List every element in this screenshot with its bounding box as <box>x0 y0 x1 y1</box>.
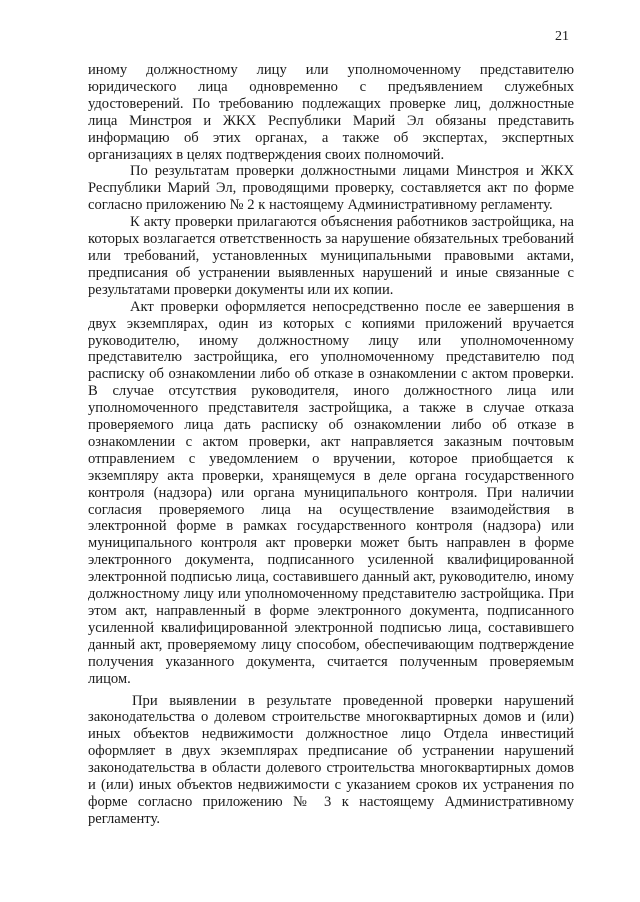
paragraph-act-delivery: Акт проверки оформляется непосредственно после ее завершения в двух экземплярах, один из которых с копиями приложений вручается руководителю, иному должностному лицу или уполномоченному представителю застройщика, его уполномоченному представителю под расписку об ознакомлении либо об отказе в ознакомлении с актом проверки. В случае отсутствия руководителя, иного должностного лица или уполномоченного представителя застройщика, а также в случае отказа проверяемого лица дать расписку об ознакомлении либо об отказе в ознакомлении с актом проверки, акт направляется заказным почтовым отправлением с уведомлением о вручении, которое приобщается к экземпляру акта проверки, хранящемуся в деле органа государственного контроля (надзора) или органа муниципального контроля. При наличии согласия проверяемого лица на осуществление взаимодействия в электронной форме в рамках государственного контроля (надзора) или муниципального контроля акт проверки может быть направлен в форме электронного документа, подписанного усиленной квалифицированной электронной подписью лица, составившего данный акт, руководителю, иному должностному лицу или уполномоченному представителю застройщика. При этом акт, направленный в форме электронного документа, подписанного усиленной квалифицированной электронной подписью лица, составившего данный акт, проверяемому лицу способом, обеспечивающим подтверждение получения указанного документа, считается полученным проверяемым лицом. <box>88 298 574 687</box>
paragraph-credentials: иному должностному лицу или уполномоченному представителю юридического лица одновременно с предъявлением служебных удостоверений. По требованию подлежащих проверке лиц, должностные лица Минстроя и ЖКХ Республики Марий Эл обязаны представить информацию об этих органах, а также об экспертах, экспертных организациях в целях подтверждения своих полномочий. <box>88 62 574 163</box>
paragraph-act-attachments: К акту проверки прилагаются объяснения работников застройщика, на которых возлагается ответственность за нарушение обязательных требований или требований, установленных муниципальными правовыми актами, предписания об устранении выявленных нарушений и иные связанные с результатами проверки документы или их копии. <box>88 214 574 298</box>
document-body <box>88 62 574 828</box>
paragraph-violation-order: При выявлении в результате проведенной проверки нарушений законодательства о долевом строительстве многоквартирных домов и (или) иных объектов недвижимости должностное лицо Отдела инвестиций оформляет в двух экземплярах предписание об устранении нарушений законодательства в области долевого строительства многоквартирных домов и (или) иных объектов недвижимости с указанием сроков их устранения по форме согласно приложению № 3 к настоящему Административному регламенту. <box>88 692 574 827</box>
page-number: 21 <box>555 29 569 44</box>
paragraph-inspection-act: По результатам проверки должностными лицами Минстроя и ЖКХ Республики Марий Эл, проводящими проверку, составляется акт по форме согласно приложению № 2 к настоящему Административному регламенту. <box>88 163 574 214</box>
